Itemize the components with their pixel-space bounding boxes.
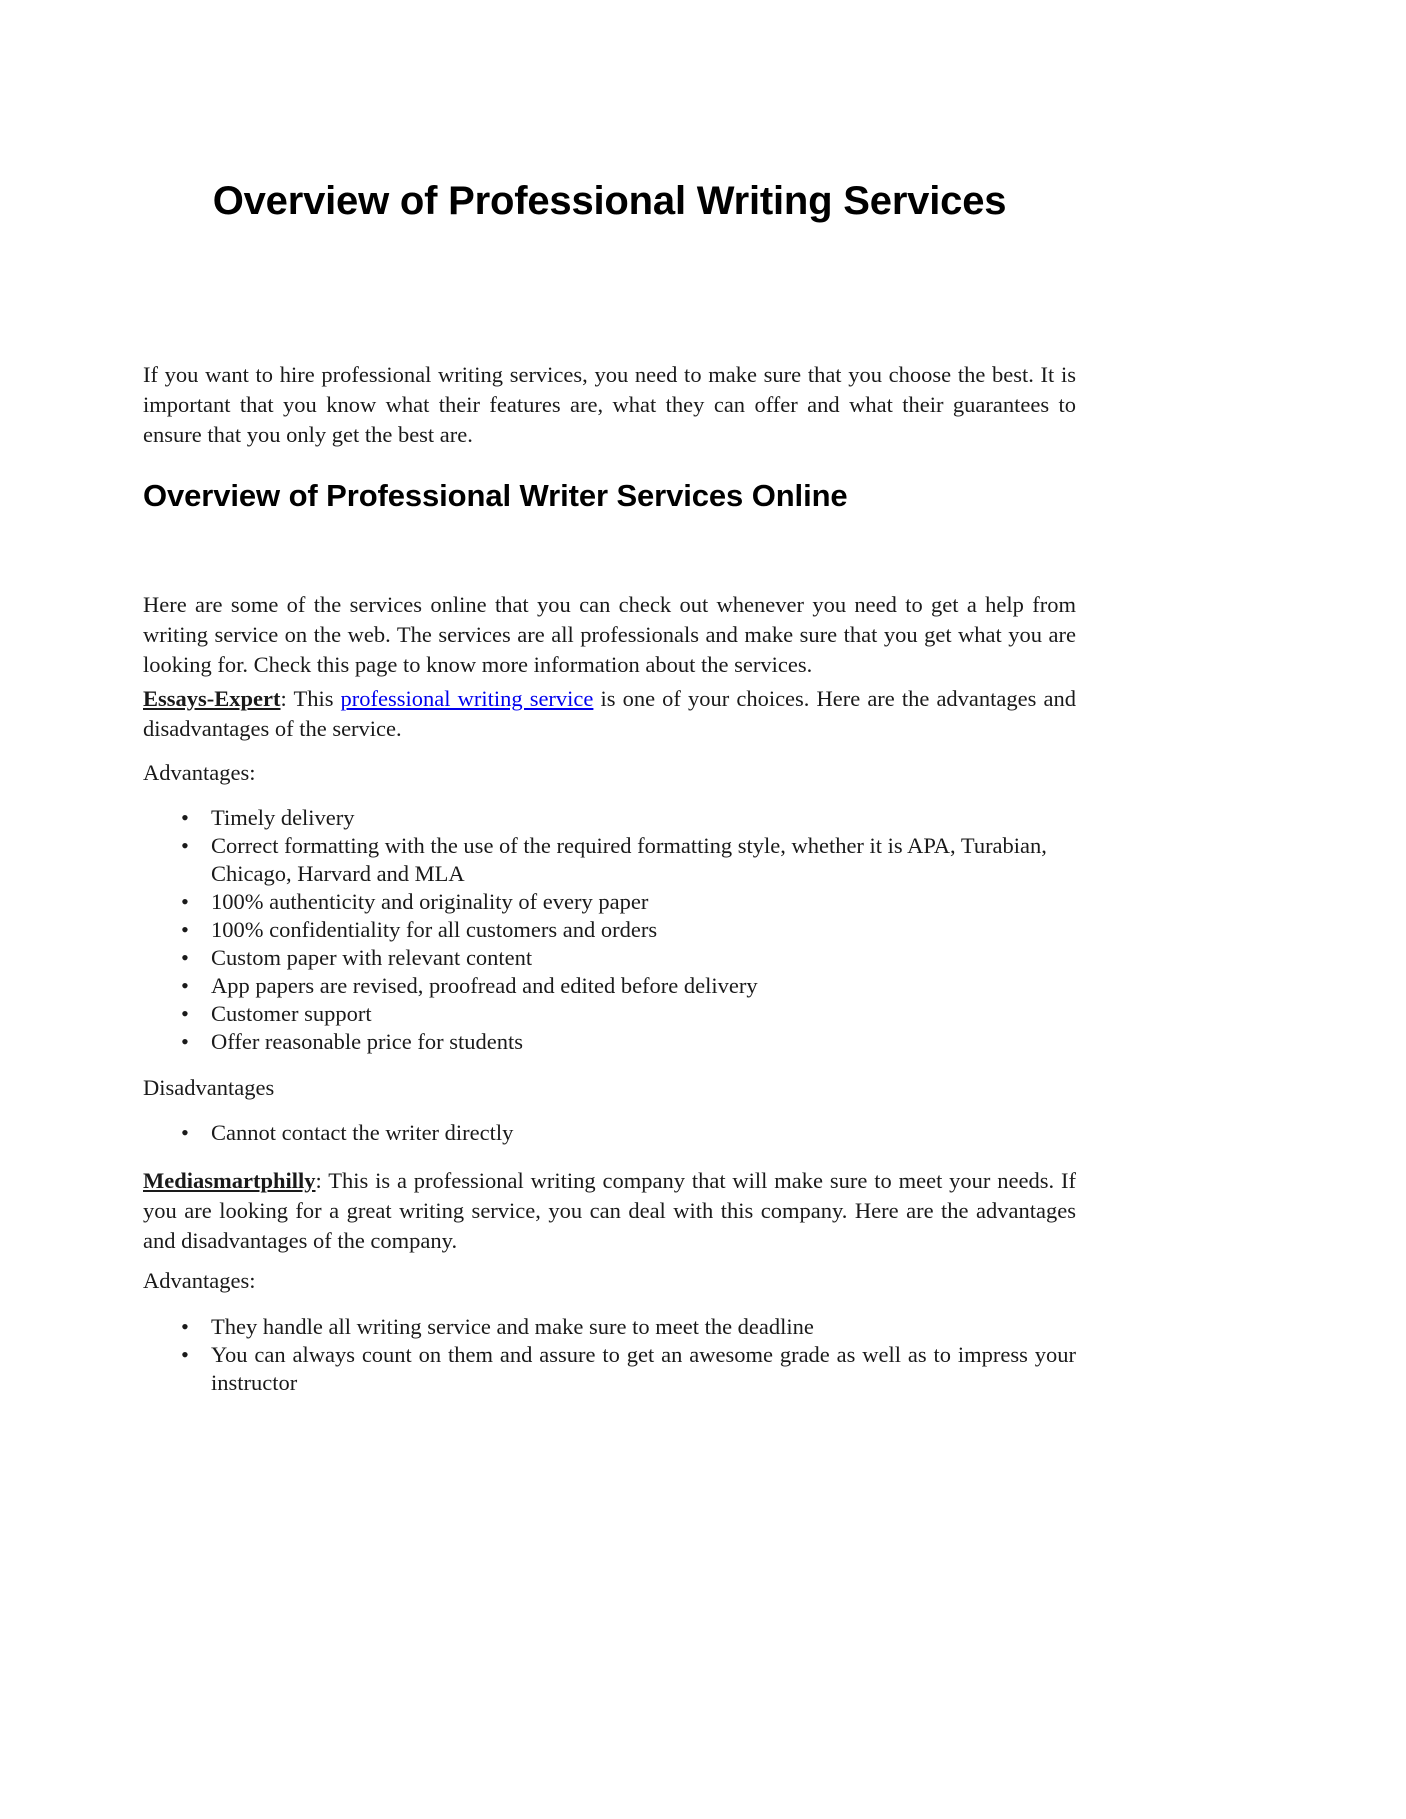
list-item-text: 100% authenticity and originality of every paper: [211, 889, 649, 914]
professional-writing-service-link[interactable]: professional writing service: [340, 686, 594, 711]
service-two-advantages-list: [143, 1313, 1076, 1397]
list-item-text: Custom paper with relevant content: [211, 945, 533, 970]
service-two-advantages-label: Advantages:: [143, 1268, 256, 1293]
bullet-icon: •: [181, 1342, 189, 1367]
service-one-lead-paragraph: [143, 684, 1076, 744]
bullet-icon: •: [181, 917, 189, 942]
list-item-text: Correct formatting with the use of the required formatting style, whether it is APA, Turabian, Chicago, Harvard and MLA: [211, 833, 1047, 886]
list-item: [143, 888, 1076, 916]
list-item-text: Offer reasonable price for students: [211, 1029, 523, 1054]
bullet-icon: •: [181, 805, 189, 830]
bullet-icon: •: [181, 973, 189, 998]
bullet-icon: •: [181, 1001, 189, 1026]
list-item-text: You can always count on them and assure to get an awesome grade as well as to impress your instructor: [211, 1342, 1076, 1395]
list-item: [143, 1313, 1076, 1341]
list-item: [143, 1028, 1076, 1056]
list-item: [143, 916, 1076, 944]
service-one-disadvantages-label: Disadvantages: [143, 1075, 275, 1100]
bullet-icon: •: [181, 1029, 189, 1054]
list-item-text: Cannot contact the writer directly: [211, 1120, 514, 1145]
list-item: [143, 832, 1076, 888]
service-one-name: Essays-Expert: [143, 686, 281, 711]
list-item-text: 100% confidentiality for all customers and orders: [211, 917, 658, 942]
list-item-text: Customer support: [211, 1001, 372, 1026]
list-item: [143, 972, 1076, 1000]
list-item: [143, 1119, 1076, 1147]
page-title: Overview of Professional Writing Services: [212, 179, 1007, 223]
service-one-disadvantages-list: [143, 1119, 1076, 1147]
service-one-advantages-list: [143, 804, 1076, 1056]
list-item: [143, 804, 1076, 832]
list-item: [143, 944, 1076, 972]
list-item-text: They handle all writing service and make sure to meet the deadline: [211, 1314, 814, 1339]
service-one-advantages-label: Advantages:: [143, 760, 256, 785]
list-item: [143, 1000, 1076, 1028]
bullet-icon: •: [181, 833, 189, 858]
list-item-text: App papers are revised, proofread and edited before delivery: [211, 973, 758, 998]
section-heading: Overview of Professional Writer Services Online: [143, 478, 848, 513]
service-one-lead-after-link: is one of your choices. Here are the advantages and disadvantages of the service.: [143, 686, 1076, 741]
list-item-text: Timely delivery: [211, 805, 355, 830]
intro-paragraph: If you want to hire professional writing services, you need to make sure that you choose the best. It is important that you know what their features are, what they can offer and what their guarantees to ensure that you only get the best are.: [143, 362, 1076, 447]
service-two-lead: : This is a professional writing company that will make sure to meet your needs. If you are looking for a great writing service, you can deal with this company. Here are the advantages and disadvantages of the company.: [143, 1168, 1076, 1253]
list-item: [143, 1341, 1076, 1397]
bullet-icon: •: [181, 945, 189, 970]
service-two-lead-paragraph: [143, 1166, 1076, 1256]
service-two-name: Mediasmartphilly: [143, 1168, 316, 1193]
bullet-icon: •: [181, 889, 189, 914]
bullet-icon: •: [181, 1120, 189, 1145]
bullet-icon: •: [181, 1314, 189, 1339]
service-one-lead-before-link: : This: [280, 686, 341, 711]
section-intro-paragraph: Here are some of the services online that you can check out whenever you need to get a help from writing service on the web. The services are all professionals and make sure that you get what you are looking for. Check this page to know more information about the services.: [143, 592, 1076, 677]
